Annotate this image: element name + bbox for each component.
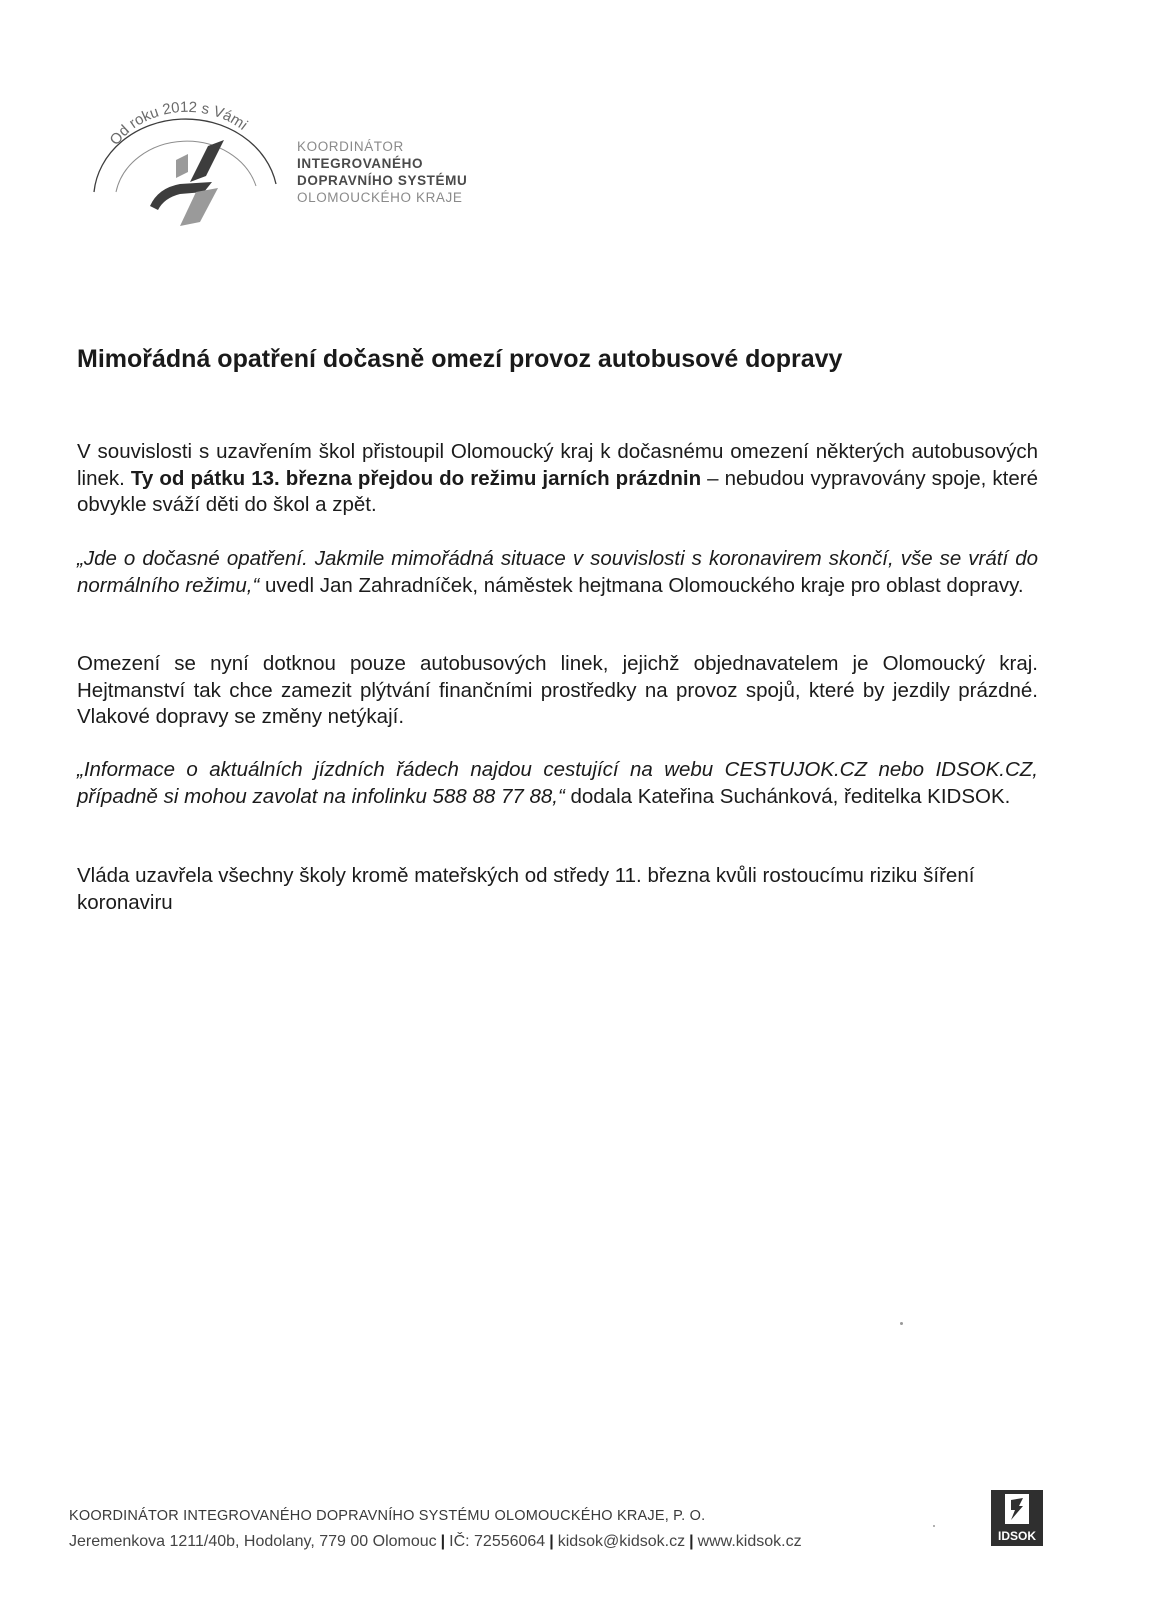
footer-org-name: KOORDINÁTOR INTEGROVANÉHO DOPRAVNÍHO SYSTÉMU OLOMOUCKÉHO KRAJE, P. O. bbox=[69, 1508, 706, 1524]
paragraph-4-text: dodala Kateřina Suchánková, ředitelka KIDSOK. bbox=[564, 784, 1011, 808]
footer-email-link[interactable]: kidsok@kidsok.cz bbox=[557, 1533, 686, 1550]
idsok-badge bbox=[991, 1490, 1043, 1546]
org-line-4: OLOMOUCKÉHO KRAJE bbox=[297, 190, 463, 205]
badge-arc-text: Od roku 2012 s Vámi bbox=[106, 98, 251, 149]
paragraph-1 bbox=[77, 439, 1038, 519]
scan-speck bbox=[900, 1322, 903, 1325]
footer-address: Jeremenkova 1211/40b, Hodolany, 779 00 Olomouc bbox=[69, 1533, 437, 1550]
article-title: Mimořádná opatření dočasně omezí provoz autobusové dopravy bbox=[77, 345, 843, 373]
paragraph-1-text-a: V souvislosti s uzavřením škol přistoupil Olomoucký kraj k dočasnému omezení některých autobusových linek. bbox=[77, 440, 1038, 490]
footer-ic: IČ: 72556064 bbox=[449, 1533, 546, 1550]
paragraph-2-quote: „Jde o dočasné opatření. Jakmile mimořádná situace v souvislosti s koronavirem skončí, vše se vrátí do normálního režimu,“ bbox=[77, 547, 1038, 597]
footer-contact-line bbox=[69, 1531, 802, 1553]
footer-separator: | bbox=[549, 1533, 554, 1550]
idsok-badge-label: IDSOK bbox=[997, 1529, 1036, 1543]
org-line-2: INTEGROVANÉHO bbox=[297, 156, 424, 171]
kidsok-logo bbox=[88, 96, 288, 228]
paragraph-4 bbox=[77, 757, 1038, 810]
footer-separator: | bbox=[440, 1533, 446, 1550]
paragraph-1-text-b: – nebudou vypravovány spoje, které obvykle sváží děti do škol a zpět. bbox=[77, 466, 1038, 516]
footer-web-link[interactable]: www.kidsok.cz bbox=[697, 1533, 802, 1550]
org-line-1: KOORDINÁTOR bbox=[297, 139, 404, 154]
paragraph-4-quote: „Informace o aktuálních jízdních řádech najdou cestující na webu CESTUJOK.CZ nebo IDSOK.CZ, případně si mohou zavolat na infolinku 588 88 77 88,“ bbox=[77, 758, 1038, 808]
kidsok-mark-icon bbox=[150, 140, 224, 226]
paragraph-5: Vláda uzavřela všechny školy kromě mateřských od středy 11. března kvůli rostoucímu riziku šíření koronaviru bbox=[77, 864, 975, 914]
paragraph-1-bold: Ty od pátku 13. března přejdou do režimu jarních prázdnin bbox=[130, 466, 702, 490]
org-line-3: DOPRAVNÍHO SYSTÉMU bbox=[297, 173, 468, 188]
footer-separator: | bbox=[689, 1533, 694, 1550]
paragraph-3: Omezení se nyní dotknou pouze autobusových linek, jejichž objednavatelem je Olomoucký kraj. Hejtmanství tak chce zamezit plýtvání finančními prostředky na provoz spojů, které by jezdily prázdné. Vlakové dopravy se změny netýkají. bbox=[77, 652, 1038, 728]
footer bbox=[69, 1506, 802, 1553]
paragraph-2 bbox=[77, 546, 1038, 599]
org-name-block bbox=[297, 138, 467, 206]
paragraph-2-text: uvedl Jan Zahradníček, náměstek hejtmana Olomouckého kraje pro oblast dopravy. bbox=[259, 573, 1024, 597]
scan-speck bbox=[933, 1525, 935, 1527]
